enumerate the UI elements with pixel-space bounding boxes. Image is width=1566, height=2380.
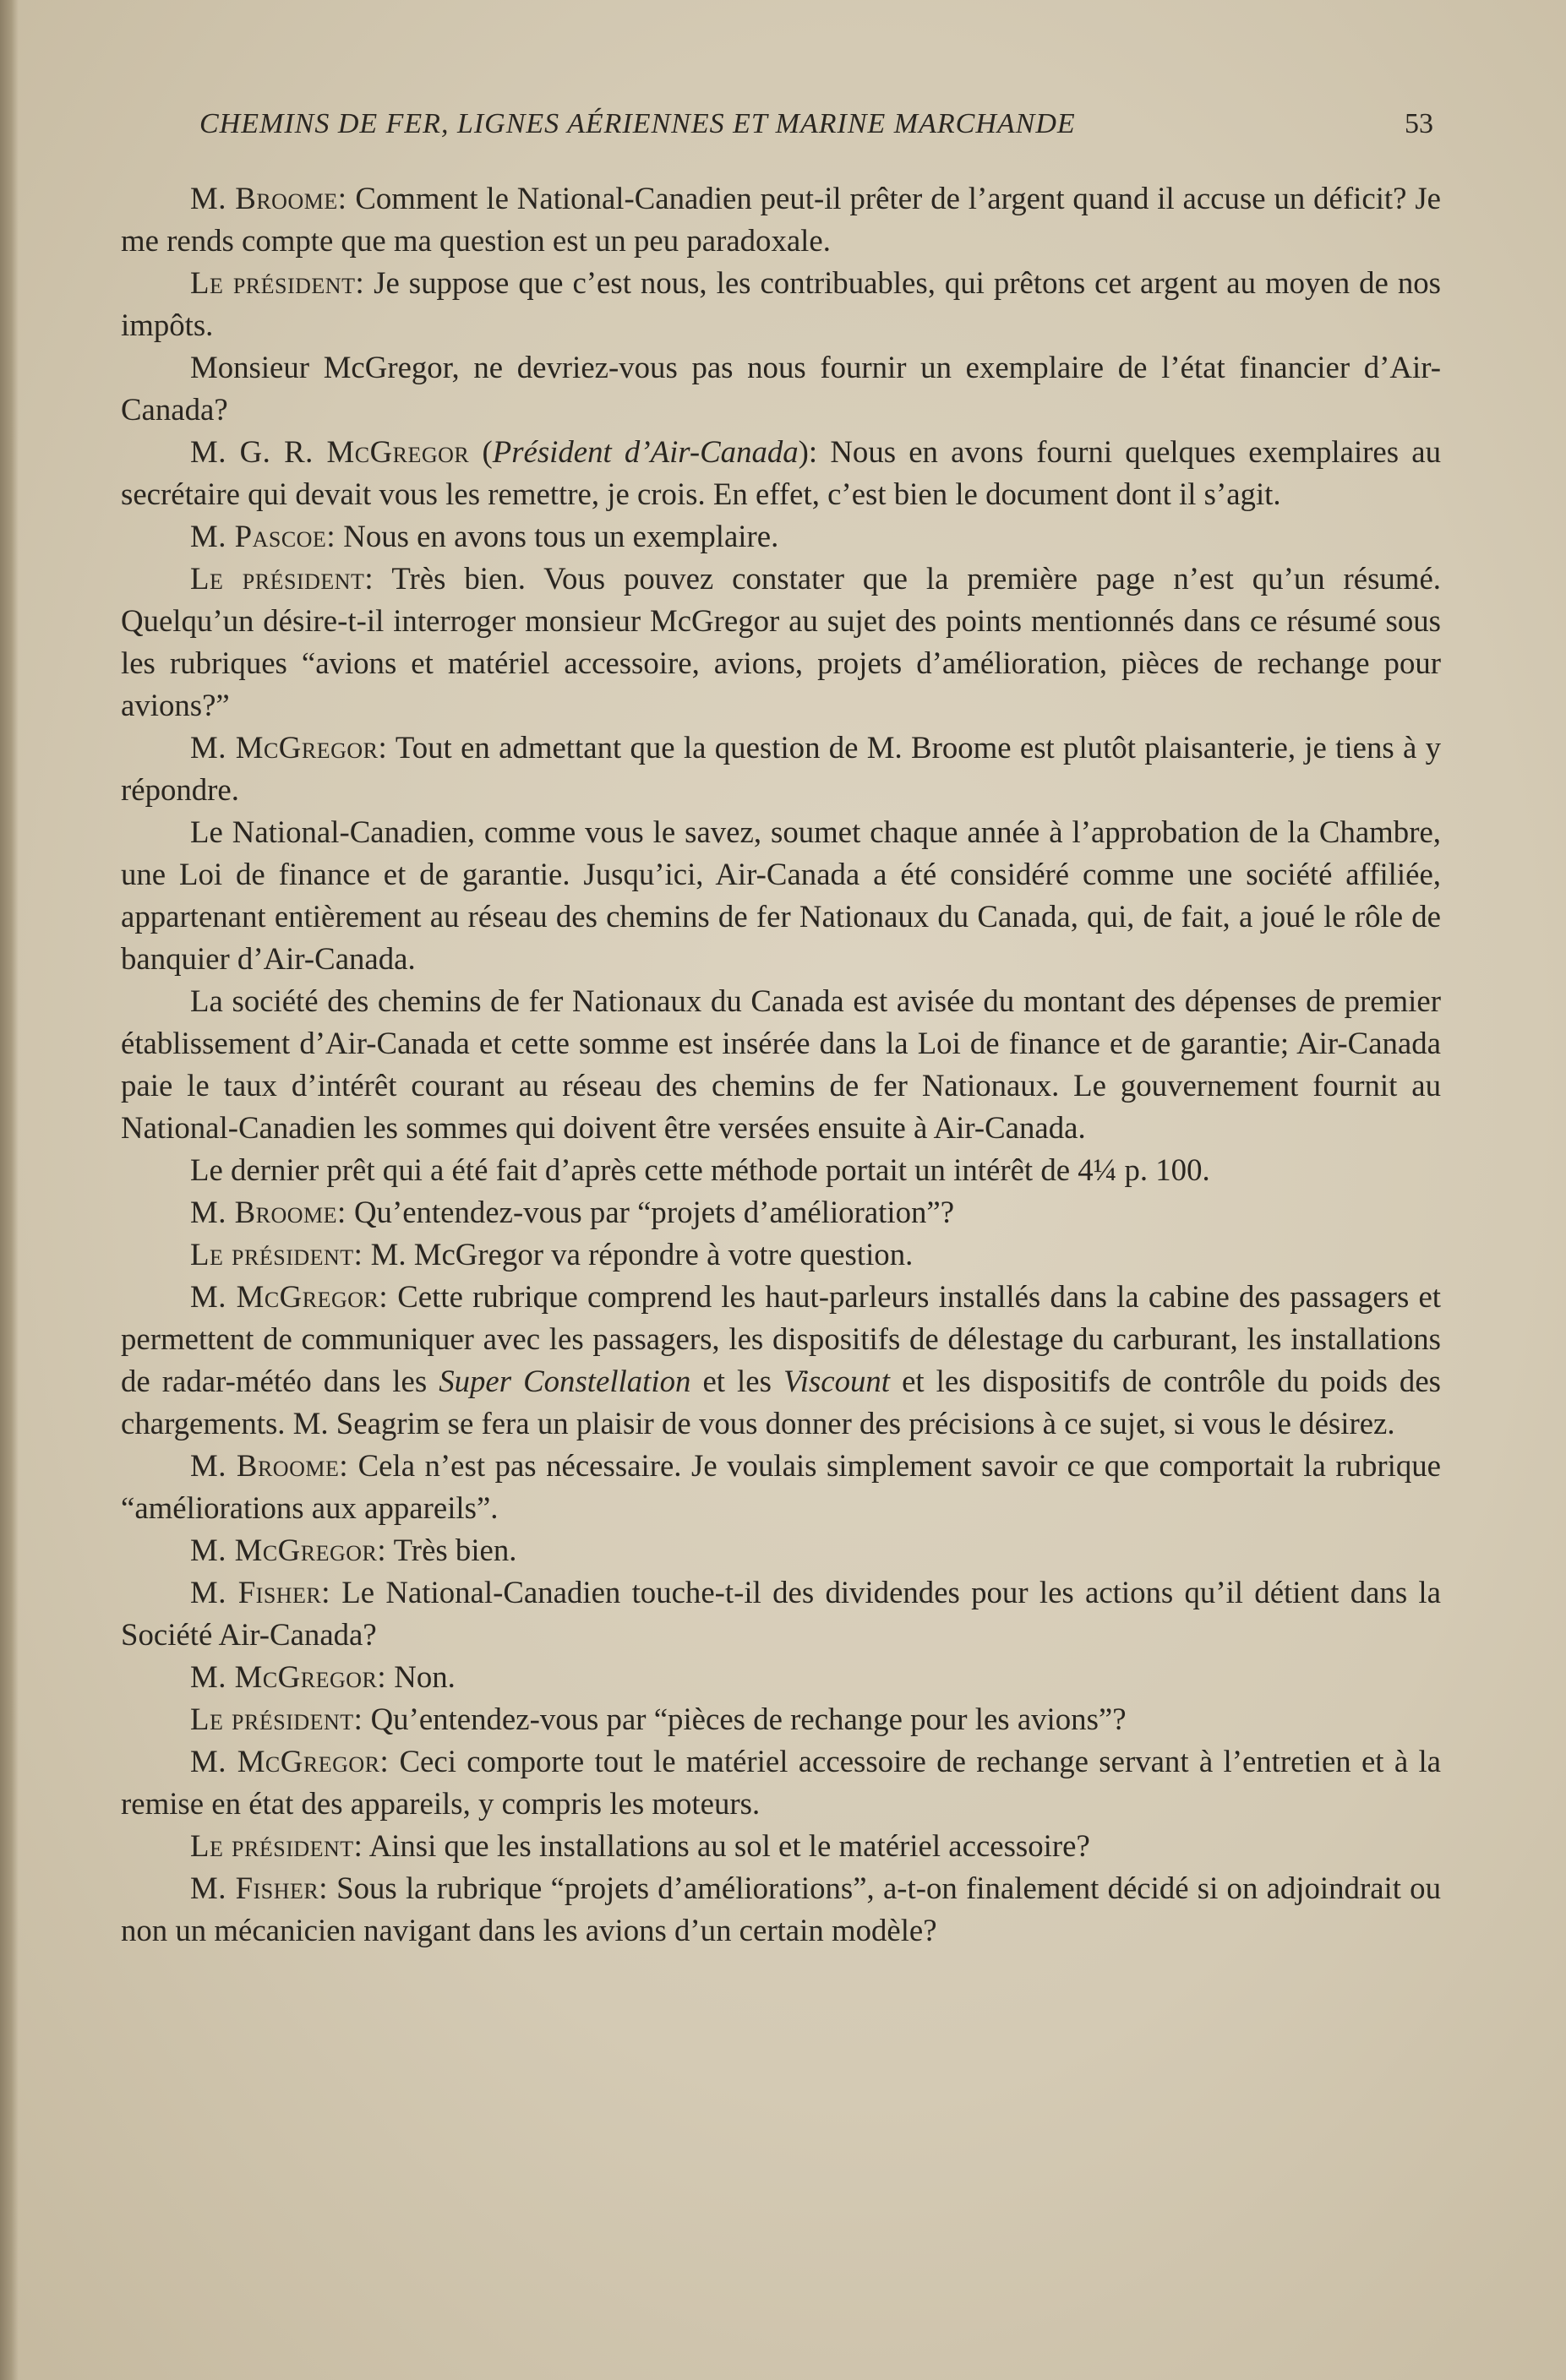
paragraph: [121, 177, 1441, 262]
speaker-name: M. Fisher:: [190, 1575, 331, 1609]
speaker-name: M. Pascoe:: [190, 519, 336, 553]
paragraph-text: et les: [690, 1364, 783, 1398]
transcript-body: [121, 177, 1441, 1952]
speaker-name: M. McGregor:: [190, 1744, 390, 1778]
speaker-name: M. McGregor:: [190, 1659, 387, 1694]
paragraph-text: Tout en admettant que la question de M. Broome est plutôt plaisanterie, je tiens à y répondre.: [121, 730, 1442, 807]
paragraph: [121, 1276, 1441, 1445]
paragraph: [121, 1656, 1441, 1698]
paragraph: [121, 558, 1441, 727]
paragraph: [121, 1149, 1441, 1191]
speaker-name: M. McGregor:: [190, 1533, 387, 1567]
paragraph-text: (: [469, 434, 493, 469]
aircraft-name: Super Constellation: [439, 1364, 691, 1398]
paragraph-text: Qu’entendez-vous par “projets d’amélioration”?: [346, 1195, 955, 1229]
paragraph-text: Cette rubrique comprend les haut-parleurs installés dans la cabine des passagers et permettent de communiquer avec les passagers, les dispositifs de délestage du carburant, les installations de radar-météo dans les: [121, 1279, 1442, 1398]
paragraph: [121, 1571, 1441, 1656]
speaker-name: M. Broome:: [190, 1195, 346, 1229]
speaker-name: M. G. R. McGregor: [190, 434, 470, 469]
paragraph-text: Ainsi que les installations au sol et le matériel accessoire?: [363, 1828, 1090, 1863]
running-title: CHEMINS DE FER, LIGNES AÉRIENNES ET MARINE MARCHANDE: [199, 108, 1076, 139]
paragraph-text: Nous en avons tous un exemplaire.: [336, 519, 779, 553]
paragraph-text: Qu’entendez-vous par “pièces de rechange pour les avions”?: [363, 1702, 1127, 1736]
paragraph-text: Ceci comporte tout le matériel accessoire de rechange servant à l’entretien et à la remise en état des appareils, y compris les moteurs.: [121, 1744, 1442, 1821]
paragraph: [121, 262, 1441, 346]
speaker-name: Le président:: [190, 265, 365, 300]
paragraph: [121, 1445, 1441, 1529]
page-number: 53: [1405, 108, 1433, 139]
paragraph-text: et les dispositifs de contrôle du poids des chargements. M. Seagrim se fera un plaisir de vous donner des précisions à ce sujet, si vous le désirez.: [121, 1364, 1441, 1441]
paragraph: [121, 811, 1441, 980]
speaker-title: Président d’Air-Canada: [492, 434, 799, 469]
speaker-name: Le président:: [190, 1828, 363, 1863]
paragraph: [121, 727, 1441, 811]
page-header: [199, 108, 1433, 150]
paragraph-text: Le dernier prêt qui a été fait d’après cette méthode portait un intérêt de 4¼ p. 100.: [190, 1152, 1210, 1187]
page-binding-edge: [0, 0, 19, 2380]
paragraph: [121, 1867, 1441, 1952]
speaker-name: M. Fisher:: [190, 1871, 328, 1905]
aircraft-name: Viscount: [783, 1364, 891, 1398]
speaker-name: M. McGregor:: [190, 730, 388, 765]
paragraph-text: Très bien. Vous pouvez constater que la première page n’est qu’un résumé. Quelqu’un désire-t-il interroger monsieur McGregor au sujet des points mentionnés dans ce résumé sous les rubriques “avions et matériel accessoire, avions, projets d’amélioration, pièces de rechange pour avions?”: [121, 561, 1441, 722]
paragraph: [121, 980, 1441, 1149]
paragraph: [121, 1740, 1441, 1825]
paragraph: [121, 431, 1441, 515]
paragraph-text: ): Nous en avons fourni quelques exemplaires au secrétaire qui devait vous les remettre, je crois. En effet, c’est bien le document dont il s’agit.: [121, 434, 1441, 511]
speaker-name: M. Broome:: [190, 1448, 349, 1483]
paragraph-text: M. McGregor va répondre à votre question.: [363, 1237, 914, 1272]
speaker-name: Le président:: [190, 1702, 363, 1736]
speaker-name: M. Broome:: [190, 181, 347, 215]
paragraph-text: Non.: [386, 1659, 456, 1694]
paragraph: [121, 1825, 1441, 1867]
paragraph-text: Comment le National-Canadien peut-il prêter de l’argent quand il accuse un déficit? Je me rends compte que ma question est un peu paradoxale.: [121, 181, 1442, 258]
paragraph-text: Sous la rubrique “projets d’améliorations”, a-t-on finalement décidé si on adjoindrait ou non un mécanicien navigant dans les avions d’un certain modèle?: [121, 1871, 1441, 1947]
paragraph-text: La société des chemins de fer Nationaux du Canada est avisée du montant des dépenses de premier établissement d’Air-Canada et cette somme est insérée dans la Loi de finance et de garantie; Air-Canada paie le taux d’intérêt courant au réseau des chemins de fer Nationaux. Le gouvernement fournit au National-Canadien les sommes qui doivent être versées ensuite à Air-Canada.: [121, 983, 1441, 1145]
paragraph: [121, 346, 1441, 431]
paragraph: [121, 515, 1441, 558]
paragraph: [121, 1191, 1441, 1234]
paragraph-text: Cela n’est pas nécessaire. Je voulais simplement savoir ce que comportait la rubrique “améliorations aux appareils”.: [121, 1448, 1442, 1525]
paragraph: [121, 1529, 1441, 1571]
speaker-name: Le président:: [190, 561, 374, 596]
paragraph-text: Le National-Canadien touche-t-il des dividendes pour les actions qu’il détient dans la Société Air-Canada?: [121, 1575, 1441, 1652]
paragraph-text: Monsieur McGregor, ne devriez-vous pas nous fournir un exemplaire de l’état financier d’Air-Canada?: [121, 350, 1441, 427]
paragraph-text: Le National-Canadien, comme vous le savez, soumet chaque année à l’approbation de la Chambre, une Loi de finance et de garantie. Jusqu’ici, Air-Canada a été considéré comme une société affiliée, appartenant entièrement au réseau des chemins de fer Nationaux du Canada, qui, de fait, a joué le rôle de banquier d’Air-Canada.: [121, 814, 1441, 976]
paragraph: [121, 1234, 1441, 1276]
paragraph-text: Très bien.: [386, 1533, 517, 1567]
speaker-name: M. McGregor:: [190, 1279, 389, 1314]
paragraph: [121, 1698, 1441, 1740]
paragraph-text: Je suppose que c’est nous, les contribuables, qui prêtons cet argent au moyen de nos impôts.: [121, 265, 1441, 342]
speaker-name: Le président:: [190, 1237, 363, 1272]
